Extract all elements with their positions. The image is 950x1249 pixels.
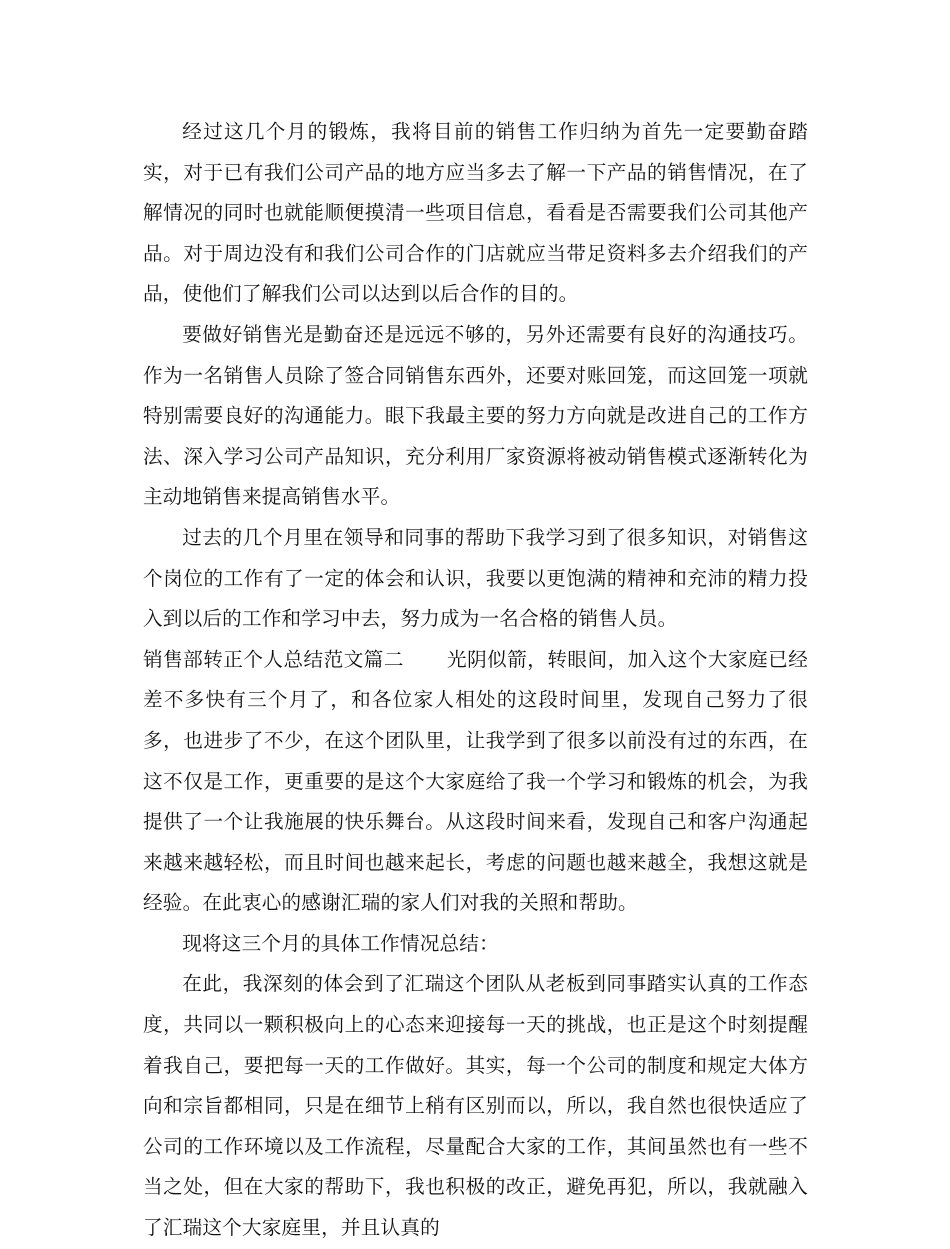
paragraph-summary-intro: 现将这三个月的具体工作情况总结： (182, 931, 499, 955)
paragraph-1: 经过这几个月的锻炼，我将目前的销售工作归纳为首先一定要勤奋踏实，对于已有我们公司产品的地方应当多去了解一下产品的销售情况，在了解情况的同时也就能顺便摸清一些项目信息，看看是否需要我们公司其他产品。对于周边没有和我们公司合作的门店就应当带足资料多去介绍我们的产品，使他们了解我们公司以达到以后合作的目的。 (143, 120, 808, 306)
document-body (143, 112, 808, 1249)
paragraph-2: 要做好销售光是勤奋还是远远不够的，另外还需要有良好的沟通技巧。作为一名销售人员除了签合同销售东西外，还要对账回笼，而这回笼一项就特别需要良好的沟通能力。眼下我最主要的努力方向就是改进自己的工作方法、深入学习公司产品知识，充分利用厂家资源将被动销售模式逐渐转化为主动地销售来提高销售水平。 (143, 322, 808, 509)
section-heading: 销售部转正个人总结范文篇二 (143, 647, 404, 671)
paragraph-3: 过去的几个月里在领导和同事的帮助下我学习到了很多知识，对销售这个岗位的工作有了一定的体会和认识，我要以更饱满的精神和充沛的精力投入到以后的工作和学习中去，努力成为一名合格的销售人员。 (143, 525, 808, 631)
section-paragraph (143, 640, 808, 924)
section-first-paragraph: 光阴似箭，转眼间，加入这个大家庭已经差不多快有三个月了，和各位家人相处的这段时间里，发现自己努力了很多，也进步了不少，在这个团队里，让我学到了很多以前没有过的东西，在这不仅是工作，更重要的是这个大家庭给了我一个学习和锻炼的机会，为我提供了一个让我施展的快乐舞台。从这段时间来看，发现自己和客户沟通起来越来越轻松，而且时间也越来起长，考虑的问题也越来越全，我想这就是经验。在此衷心的感谢汇瑞的家人们对我的关照和帮助。 (143, 647, 808, 915)
paragraph-summary-body: 在此，我深刻的体会到了汇瑞这个团队从老板到同事踏实认真的工作态度，共同以一颗积极向上的心态来迎接每一天的挑战，也正是这个时刻提醒着我自己，要把每一天的工作做好。其实，每一个公司的制度和规定大体方向和宗旨都相同，只是在细节上稍有区别而以，所以，我自然也很快适应了公司的工作环境以及工作流程，尽量配合大家的工作，其间虽然也有一些不当之处，但在大家的帮助下，我也积极的改正，避免再犯，所以，我就融入了汇瑞这个大家庭里，并且认真的 (143, 972, 808, 1240)
